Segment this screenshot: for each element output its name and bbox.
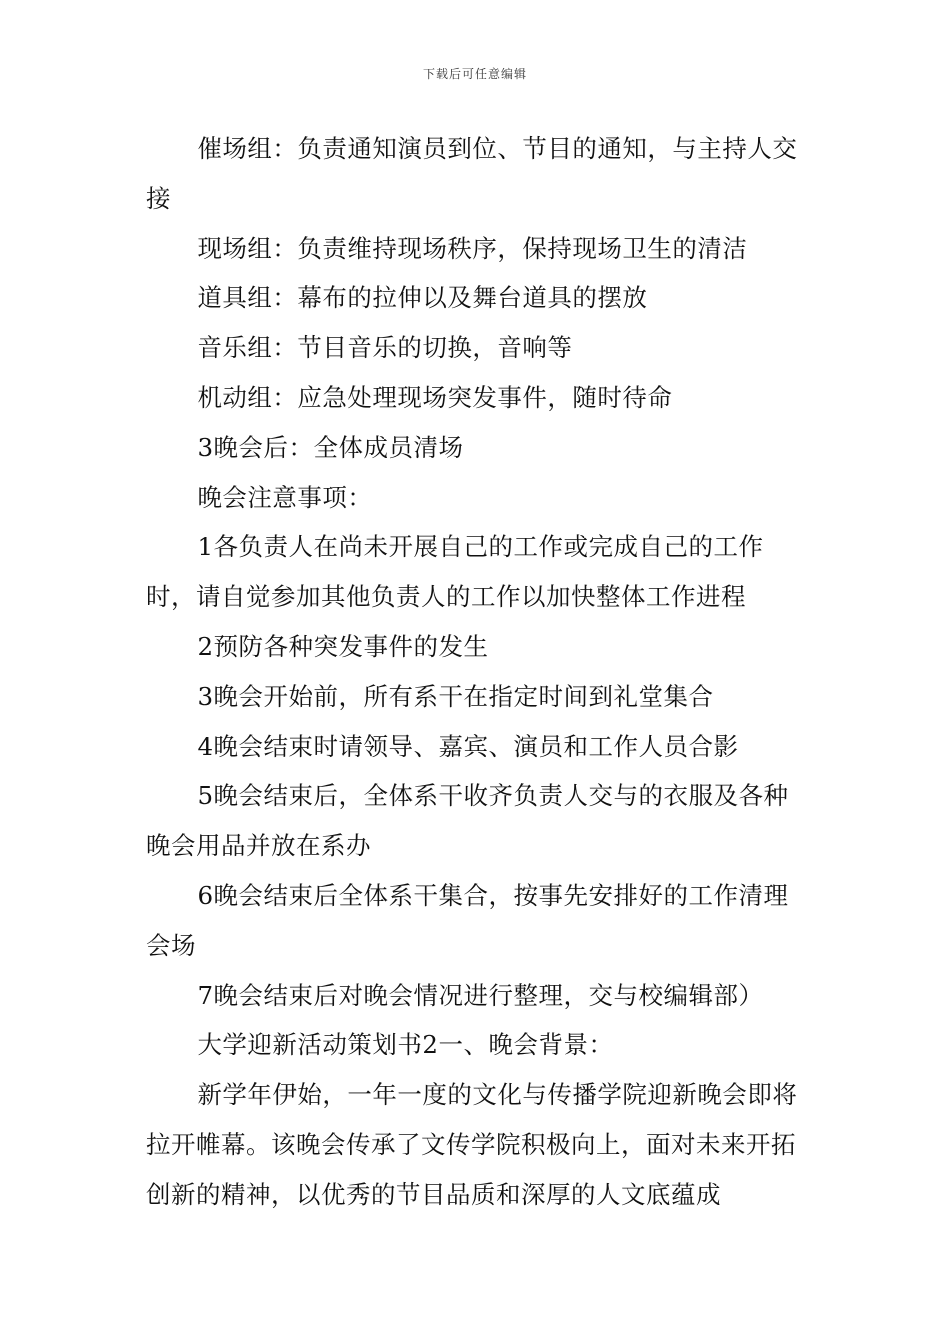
- paragraph-note-2: 2预防各种突发事件的发生: [197, 631, 489, 661]
- paragraph-note-3: 3晚会开始前，所有系干在指定时间到礼堂集合: [197, 681, 714, 711]
- paragraph-props-group: 道具组：幕布的拉伸以及舞台道具的摆放: [197, 283, 648, 313]
- paragraph-background: 新学年伊始，一年一度的文化与传播学院迎新晚会即将拉开帷幕。该晚会传承了文传学院积极向上，面对未来开拓创新的精神，以优秀的节目品质和深厚的人文底蕴成: [146, 1080, 798, 1209]
- paragraph-section-title: 大学迎新活动策划书2一、晚会背景：: [197, 1030, 614, 1060]
- paragraph-after-party: 3晚会后：全体成员清场: [197, 432, 464, 462]
- page-header-note: 下载后可任意编辑: [422, 67, 527, 81]
- paragraph-cuichang-group: 催场组：负责通知演员到位、节目的通知，与主持人交接: [146, 134, 798, 213]
- document-body: [146, 124, 811, 1220]
- paragraph-standby-group: 机动组：应急处理现场突发事件，随时待命: [197, 382, 673, 412]
- paragraph-note-7: 7晚会结束后对晚会情况进行整理，交与校编辑部）: [197, 980, 764, 1010]
- paragraph-note-4: 4晚会结束时请领导、嘉宾、演员和工作人员合影: [197, 731, 739, 761]
- paragraph-note-5: 5晚会结束后，全体系干收齐负责人交与的衣服及各种晚会用品并放在系办: [146, 781, 789, 861]
- paragraph-music-group: 音乐组：节目音乐的切换，音响等: [197, 333, 573, 363]
- paragraph-note-6: 6晚会结束后全体系干集合，按事先安排好的工作清理会场: [146, 880, 789, 960]
- paragraph-site-group: 现场组：负责维持现场秩序，保持现场卫生的清洁: [197, 233, 748, 263]
- paragraph-notes-heading: 晚会注意事项：: [197, 482, 373, 512]
- paragraph-note-1: 1各负责人在尚未开展自己的工作或完成自己的工作时，请自觉参加其他负责人的工作以加快整体工作进程: [146, 532, 764, 612]
